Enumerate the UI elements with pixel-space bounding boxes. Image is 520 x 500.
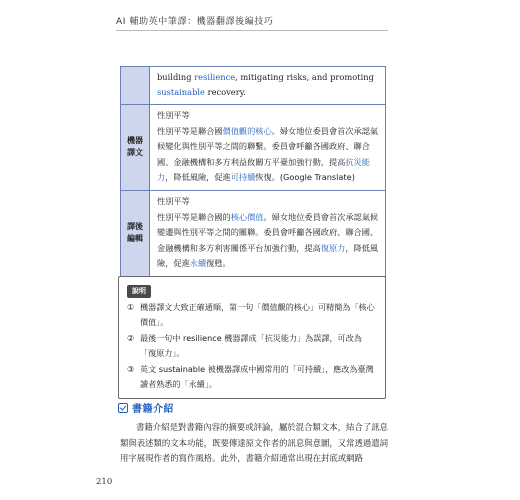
pe-highlight-1: 核心價值 — [230, 211, 264, 222]
section-title: 書籍介紹 — [132, 404, 174, 415]
mt-body: 性別平等是聯合國價值觀的核心。婦女地位委員會首次承認氣候變化與性別平等之間的聯繫。委員會呼籲各國政府、聯合國、金融機構和多方利益攸關方平臺加強行動，提高抗災能力，降低風險，促進可持續恢復。(Google Translate) — [157, 125, 379, 183]
source-text-cell: building resilience, mitigating risks, and promoting sustainable recovery. — [150, 67, 386, 105]
row-label-post-edit: 譯後 編輯 — [121, 190, 150, 276]
pe-highlight-3: 永續 — [189, 258, 207, 269]
checkbox-icon — [118, 403, 128, 413]
pe-highlight-2: 復原力 — [320, 242, 346, 253]
pe-body: 性別平等是聯合國的核心價值。婦女地位委員會首次承認氣候變遷與性別平等之間的關聯。委員會呼籲各國政府、聯合國、金融機構和多方利害關係平台加強行動，提高復原力，降低風險，促進永續復甦。 — [157, 211, 379, 269]
explanation-item: ③ 英文 sustainable 被機器譯成中國常用的「可持續」，應改為臺灣讀者熟悉的「永續」。 — [127, 363, 374, 390]
row-label-empty — [121, 67, 150, 105]
mt-highlight-1: 價值觀的核心 — [222, 125, 272, 136]
mt-highlight-3: 可持續 — [230, 172, 256, 183]
running-header: AI 輔助英中筆譯：機器翻譯後編技巧 — [116, 17, 274, 27]
table-row-source-tail — [121, 67, 386, 105]
explanation-item: ① 機器譯文大致正確通順，第一句「價值觀的核心」可精簡為「核心價值」。 — [127, 302, 375, 328]
explanation-item: ② 最後一句中 resilience 機器譯成「抗災能力」為誤譯，可改為「復原力」。 — [127, 332, 362, 359]
translation-comparison-table — [120, 66, 386, 277]
table-row-post-edit — [121, 190, 386, 276]
machine-translation-cell — [150, 105, 386, 191]
header-rule — [116, 30, 388, 31]
pe-title: 性別平等 — [157, 195, 190, 206]
mt-title: 性別平等 — [157, 110, 190, 120]
page-number: 210 — [96, 477, 113, 487]
section-body: 書籍介紹是對書籍內容的摘要或評論，屬於混合類文本，結合了訊息類與表述類的文本功能，既要傳達原文作者的訊息與意圖，又常透過遣詞用字展現作者的寫作風格。此外，書籍介紹通常出現在封底或網路 — [120, 422, 388, 464]
explanation-box — [118, 276, 386, 399]
post-edit-cell — [150, 190, 386, 276]
highlight-sustainable: sustainable — [157, 87, 205, 97]
table-row-machine-translation — [121, 105, 386, 191]
row-label-machine-translation: 機器 譯文 — [121, 105, 150, 191]
mt-highlight-2: 抗災能力 — [157, 156, 370, 183]
section-heading — [118, 400, 174, 415]
highlight-resilience: resilience — [194, 72, 236, 82]
explanation-label: 說明 — [127, 285, 151, 298]
